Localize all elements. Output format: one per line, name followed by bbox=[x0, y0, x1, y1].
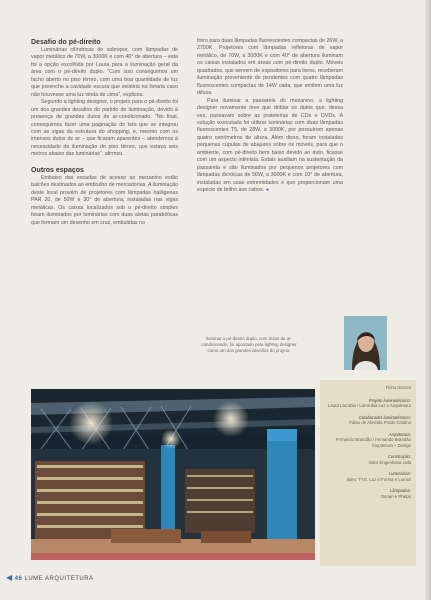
page-gutter bbox=[425, 0, 431, 600]
credit-role: Colaborador luminotécnico: bbox=[358, 414, 411, 420]
photo-caption: Iluminar o pé-direito duplo, com dutos de ar-condicionado, foi apontado pela lighting designer como um dos grandes desafios do projeto. bbox=[201, 336, 297, 353]
bookstore-illustration bbox=[31, 389, 315, 560]
credit-name: Osram e Philips bbox=[380, 493, 411, 499]
credits-box bbox=[320, 380, 416, 566]
credit-entry bbox=[324, 432, 411, 449]
credit-entry bbox=[324, 415, 411, 426]
paragraph: Segundo a lighting designer, o projeto para o pé-direito foi um dos grandes desafios do partido de iluminação, devido à presença de grandes dutos de ar-condicionado. "No final, conseguimos fazer uma paginação do teto que se integrou com as vigas da estrutura do shopping, e, mesmo com os imensos dutos de ar – que ficaram aparentes – atendemos à necessidade de iluminação do piso térreo, que estava seis metros abaixo das luminárias", afirmou. bbox=[31, 99, 178, 158]
credit-role: Lâmpadas: bbox=[389, 488, 411, 493]
left-text-column bbox=[31, 38, 178, 227]
credit-role: Luminárias: bbox=[388, 471, 411, 476]
paragraph: Embaixo das escadas de acesso ao mezanino estão balcões destinados ao embrulho de mercadorias. A iluminação deste local provém de projetores com lâmpadas halógenas PAR 20, de 50W e 30° de abertura, instaladas nas vigas metálicas. Os caixas localizados sob o pé-direito simples foram iluminados por luminárias com duas aletas parabólicas que formam um desenho em cruz, embutidas no bbox=[31, 174, 178, 226]
section-heading-pe-direito: Desafio do pé-direito bbox=[31, 39, 101, 46]
page-footer bbox=[6, 573, 94, 582]
paragraph bbox=[197, 98, 343, 195]
credits-title: Ficha técnica bbox=[385, 385, 411, 390]
page-arrow-icon: ◀ bbox=[6, 573, 13, 582]
bookstore-interior-photo bbox=[31, 389, 315, 560]
end-mark-icon: ◂ bbox=[265, 187, 269, 194]
credit-role: Construção: bbox=[387, 454, 411, 459]
designer-portrait-photo bbox=[344, 316, 387, 370]
credit-entry bbox=[324, 471, 411, 482]
credit-entry bbox=[324, 454, 411, 465]
credit-role: Projeto luminotécnico: bbox=[368, 397, 411, 403]
magazine-name: LUME ARQUITETURA bbox=[24, 576, 94, 582]
portrait-illustration bbox=[344, 316, 387, 370]
credit-entry bbox=[324, 488, 411, 499]
credit-name: Itaim, TYG, Luz e Forma e Lumini bbox=[346, 476, 411, 482]
credit-name: Valor Engenharia Ltda bbox=[368, 459, 411, 465]
credit-entry bbox=[324, 398, 411, 409]
right-text-column bbox=[197, 38, 343, 195]
credit-name: Fernando Brandão / Fernando Brandão Arquitetura + Design bbox=[335, 437, 411, 448]
credit-name: Laura Larrubia / Lamrubia Luz e Arquitetura bbox=[327, 403, 411, 408]
section-heading-outros-espacos: Outros espaços bbox=[31, 166, 84, 174]
paragraph: forro para duas lâmpadas fluorescentes compactas de 26W, a 2700K. Projetores com lâmpadas refletoras de vapor metálico, de 70W, a 3000K e com 40° de abertura iluminam os caixas instalados em áreas com pé-direito duplo. Móveis quadrados, que servem de expositores para livros, receberam iluminação proveniente de pendentes com quatro lâmpadas fluorescentes compactas de 14W cada, que emitem uma luz difusa. bbox=[197, 38, 343, 97]
paragraph: Luminárias cilíndricas de sobrepor, com lâmpadas de vapor metálico de 70W, a 3000K e com 40° de abertura – esta foi a opção escolhida por Laura para a iluminação geral da área com o pé-direito duplo. "Com isso conseguimos um facho aberto no piso térreo, com uma boa quantidade de luz que preenche a cavidade escura que existiria na livraria caso não houvesse uma luz vinda de cima", explicou. bbox=[31, 47, 178, 98]
page-number: 46 bbox=[14, 576, 23, 582]
paragraph-text: Para iluminar a passarela do mezanino, a lighting designer novamente teve que driblar os dutos que, dessa vez, passavam sobre as prateleiras de CDs e DVDs. A solução executada foi utilizar luminárias com duas lâmpadas fluorescentes T5, de 28W, a 3000K, por possuírem apenas quatro centímetros de altura. Além disso, foram instaladas pequenas cúpulas de abajures sobre os móveis, para que o ambiente, com pé-direito bem baixo devido ao duto, ficasse com um aspecto intimista. Estais auxiliam na sustentação da passarela e são iluminados por pequenos projetores com lâmpadas dicróicas de 50W, a 3000K e com 10° de abertura, instaladas em suas extremidades e que proporcionam uma espécie de brilho aos cabos. bbox=[197, 97, 343, 194]
credit-role: Arquitetura: bbox=[388, 431, 411, 437]
credit-name: Fábio de Almeida Prado Cristino bbox=[349, 420, 411, 425]
